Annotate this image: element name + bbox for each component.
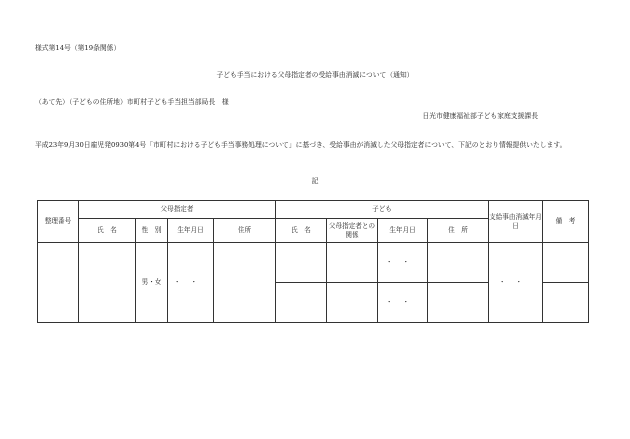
cell-child-relation-2: [327, 283, 378, 323]
cell-parent-birth: ・・: [168, 243, 214, 323]
cell-parent-name: [79, 243, 136, 323]
cell-child-birth-2: ・・: [378, 283, 428, 323]
header-parent-sex: 性 別: [136, 219, 168, 243]
form-number: 様式第14号（第19条関係）: [35, 44, 121, 52]
body-text: 平成23年9月30日雇児発0930第4号「市町村における子ども手当事務処理について」に基づき、受給事由が消滅した父母指定者について、下記のとおり情報提供いたします。: [35, 141, 567, 149]
addressee: （あて先）（子どもの住所地）市町村子ども手当担当部局長 様: [35, 98, 229, 106]
cell-biko-2: [543, 283, 589, 323]
header-shikyu-shometsu: 支給事由消滅年月日: [489, 201, 543, 243]
ki-label: 記: [311, 177, 319, 185]
cell-parent-sex: 男・女: [136, 243, 168, 323]
header-parent-group: 父母指定者: [79, 201, 276, 219]
header-child-birth: 生年月日: [378, 219, 428, 243]
cell-biko-1: [543, 243, 589, 283]
header-parent-birth: 生年月日: [168, 219, 214, 243]
header-row-1: [38, 201, 589, 219]
header-child-group: 子ども: [276, 201, 489, 219]
cell-seiri-bango: [38, 243, 79, 323]
header-biko: 備 考: [543, 201, 589, 243]
header-seiri-bango: 整理番号: [38, 201, 79, 243]
cell-child-name-1: [276, 243, 327, 283]
cell-child-name-2: [276, 283, 327, 323]
cell-child-relation-1: [327, 243, 378, 283]
cell-parent-address: [214, 243, 276, 323]
cell-child-address-2: [428, 283, 489, 323]
sender: 日光市健康福祉部子ども家庭支援課長: [422, 112, 538, 120]
header-child-address: 住 所: [428, 219, 489, 243]
cell-shikyu-shometsu: ・・: [489, 243, 543, 323]
info-table: [37, 200, 589, 323]
cell-child-address-1: [428, 243, 489, 283]
header-child-relation: 父母指定者との関係: [327, 219, 378, 243]
data-row-1: [38, 243, 589, 283]
header-child-name: 氏 名: [276, 219, 327, 243]
header-parent-address: 住所: [214, 219, 276, 243]
header-parent-name: 氏 名: [79, 219, 136, 243]
document-title: 子ども手当における父母指定者の受給事由消滅について（通知）: [216, 71, 414, 79]
cell-child-birth-1: ・・: [378, 243, 428, 283]
